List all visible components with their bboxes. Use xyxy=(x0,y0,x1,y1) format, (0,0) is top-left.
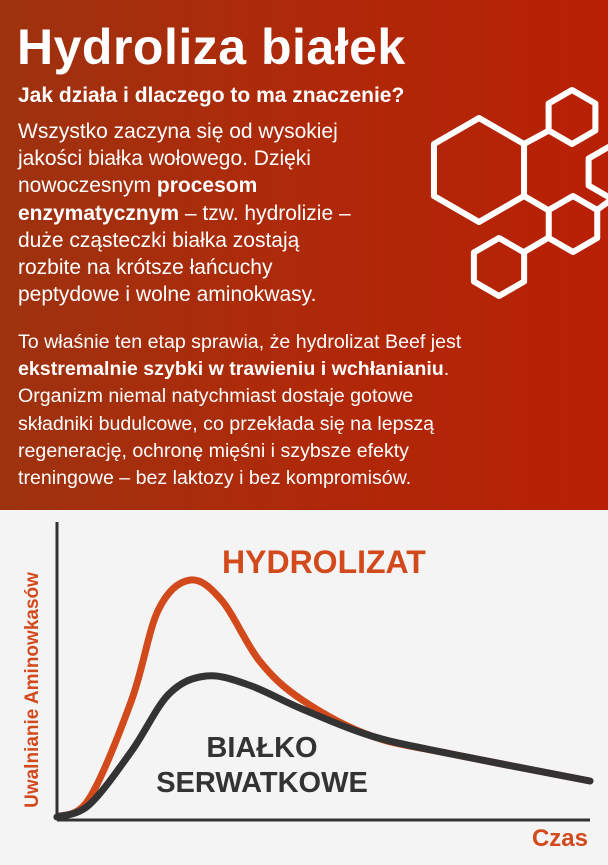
hexagon xyxy=(549,196,597,252)
text: składniki budulcowe, co przekłada się na lepszą xyxy=(18,412,435,435)
detail-paragraph xyxy=(18,329,461,492)
text: peptydowe i wolne aminokwasy. xyxy=(18,283,317,307)
paragraph-line xyxy=(18,145,351,172)
paragraph-line xyxy=(18,383,461,410)
text: duże cząsteczki białka zostają xyxy=(18,228,300,252)
paragraph-line xyxy=(18,227,351,254)
bold-text: procesom xyxy=(156,174,258,198)
paragraph-line xyxy=(18,118,351,145)
text: Wszystko zaczyna się od wysokiej xyxy=(18,120,338,143)
paragraph-line xyxy=(18,411,461,438)
paragraph-line xyxy=(18,254,351,281)
paragraph-line xyxy=(18,329,461,356)
text: . xyxy=(443,358,450,381)
bond-line xyxy=(524,131,548,144)
hexagon xyxy=(549,90,596,144)
text: To właśnie ten etap sprawia, że hydrolizat Beef jest xyxy=(18,331,462,353)
y-axis-label: Uwalnianie Aminowkasów xyxy=(22,572,43,808)
text: regenerację, ochronę mięśni i szybsze efekty xyxy=(18,439,409,462)
bond-line xyxy=(524,196,548,210)
bold-text: ekstremalnie szybki w trawieniu i wchłanianiu xyxy=(18,358,444,381)
intro-paragraph xyxy=(18,118,351,308)
hexagon xyxy=(589,145,608,199)
hexagon xyxy=(474,238,524,296)
text: – tzw. hydrolizie – xyxy=(179,201,351,225)
page-title: Hydroliza białek xyxy=(17,19,406,75)
text: rozbite na krótsze łańcuchy xyxy=(18,256,273,280)
text: treningowe – bez laktozy i bez kompromisów. xyxy=(18,467,412,490)
series-label-whey: BIAŁKO xyxy=(206,732,318,764)
amino-release-chart xyxy=(0,510,608,865)
paragraph-line xyxy=(18,356,461,383)
paragraph-line xyxy=(18,172,351,199)
paragraph-line xyxy=(18,465,461,492)
text: jakości białka wołowego. Dzięki xyxy=(18,147,311,171)
page-subtitle: Jak działa i dlaczego to ma znaczenie? xyxy=(18,84,405,107)
bold-text: enzymatycznym xyxy=(18,201,180,225)
text: Organizm niemal natychmiast dostaje gotowe xyxy=(18,385,414,408)
paragraph-line xyxy=(18,200,351,227)
x-axis-label: Czas xyxy=(531,825,588,852)
text: nowoczesnym xyxy=(18,174,157,198)
series-label-hydrolizat: HYDROLIZAT xyxy=(222,544,426,580)
bond-line xyxy=(524,238,548,252)
hexagon xyxy=(434,118,524,222)
paragraph-line xyxy=(18,281,351,308)
paragraph-line xyxy=(18,438,461,465)
series-label-whey: SERWATKOWE xyxy=(156,767,368,799)
